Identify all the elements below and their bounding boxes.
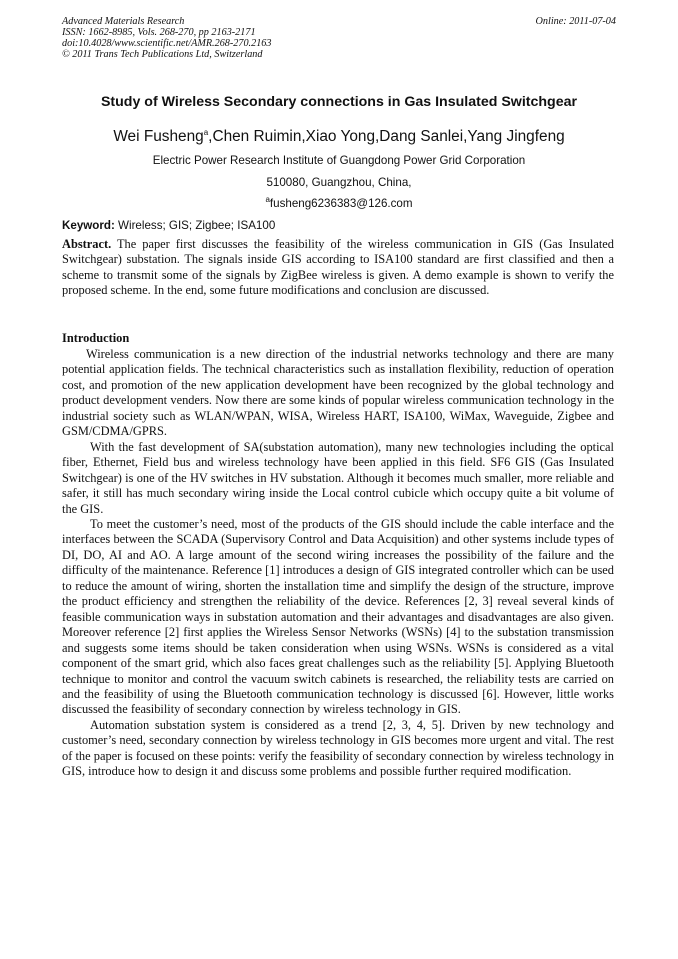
- online-date: Online: 2011-07-04: [535, 16, 616, 27]
- journal-name: Advanced Materials Research: [62, 16, 185, 27]
- keywords-text: Wireless; GIS; Zigbee; ISA100: [114, 219, 276, 232]
- journal-copyright: © 2011 Trans Tech Publications Ltd, Switzerland: [62, 49, 263, 60]
- affiliation-institute: Electric Power Research Institute of Guangdong Power Grid Corporation: [152, 154, 526, 167]
- affiliation-address: 510080, Guangzhou, China,: [266, 176, 412, 189]
- author-list: [40, 128, 638, 146]
- introduction-body: [62, 347, 614, 780]
- abstract-text: The paper first discusses the feasibility of the wireless communication in GIS (Gas Insulated Switchgear) substation. The signals inside GIS according to ISA100 standard are first classified and then a scheme to transmit some of the signals by ZigBee wireless is given. A demo example is shown to verify the proposed scheme. In the end, some future modifications and conclusion are discussed.: [62, 237, 614, 298]
- intro-paragraph: Automation substation system is considered as a trend [2, 3, 4, 5]. Driven by new technology and customer’s need, secondary connection by wireless technology in GIS becomes more urgent and vital. The rest of the paper is focused on these points: verify the feasibility of secondary connection by wireless technology in GIS, introduce how to design it and discuss some problems and possible further required modification.: [62, 717, 614, 779]
- first-author: Wei Fusheng: [113, 128, 204, 145]
- intro-paragraph: With the fast development of SA(substation automation), many new technologies including the optical fiber, Ethernet, Field bus and wireless technology have been applied in this field. SF6 GIS (Gas Insulated Switchgear) is one of the HV switches in HV substation. Although it becomes much smaller, more reliable and safer, it still has much secondary wiring inside the Local control cubicle which occupy quite a bit volume of the GIS.: [62, 439, 614, 516]
- intro-paragraph: Wireless communication is a new direction of the industrial networks technology and there are many potential application fields. The technical characteristics such as installation flexibility, reduction of operation cost, and promotion of the new application development have been recognized by the global technology and product development venders. Now there are some kinds of popular wireless communication technology in the industrial society such as WLAN/WPAN, WISA, Wireless HART, ISA100, WiMax, Waveguide, Zigbee and GSM/CDMA/GPRS.: [62, 347, 614, 439]
- paper-title: Study of Wireless Secondary connections in Gas Insulated Switchgear: [100, 94, 578, 110]
- other-authors: ,Chen Ruimin,Xiao Yong,Dang Sanlei,Yang Jingfeng: [208, 128, 565, 145]
- abstract-label: Abstract.: [62, 237, 112, 251]
- author-footnote-mark: a: [203, 127, 209, 137]
- introduction-heading: Introduction: [62, 331, 130, 345]
- journal-issn: ISSN: 1662-8985, Vols. 268-270, pp 2163-2171: [62, 27, 256, 38]
- journal-doi: doi:10.4028/www.scientific.net/AMR.268-270.2163: [62, 38, 272, 49]
- email-address: fusheng6236383@126.com: [269, 197, 413, 210]
- abstract: [62, 237, 614, 299]
- keywords-label: Keyword:: [62, 219, 115, 232]
- journal-header: [62, 16, 271, 60]
- keywords: [62, 219, 614, 232]
- author-email: [40, 197, 638, 210]
- email-footnote-mark: a: [265, 195, 270, 205]
- intro-paragraph: To meet the customer’s need, most of the products of the GIS should include the cable interface and the interfaces between the SCADA (Supervisory Control and Data Acquisition) and other systems include types of DI, DO, AI and AO. A large amount of the second wiring increases the possibility of the failure and the difficulty of the maintenance. Reference [1] introduces a design of GIS integrated controller which can be used to reduce the amount of wiring, shorten the installation time and simplify the design of the structure, improve the product efficiency and strengthen the reliability of the device. References [2, 3] reveal several kinds of feasible communication ways in substation automation and their advantages and disadvantages are also given. Moreover reference [2] first applies the Wireless Sensor Networks (WSNs) [4] to the substation transmission and suggests some items should be taken consideration when using WSNs. WSNs is considered as a vital component of the smart grid, which also faces great challenges such as the reliability [5]. Applying Bluetooth technique to monitor and control the vacuum switch cabinets is researched, the reliability tests are carried on and the feasibility of using the Bluetooth communication technology is discussed [6]. However, little works discussed the feasibility of secondary connection by wireless technology in GIS.: [62, 516, 614, 717]
